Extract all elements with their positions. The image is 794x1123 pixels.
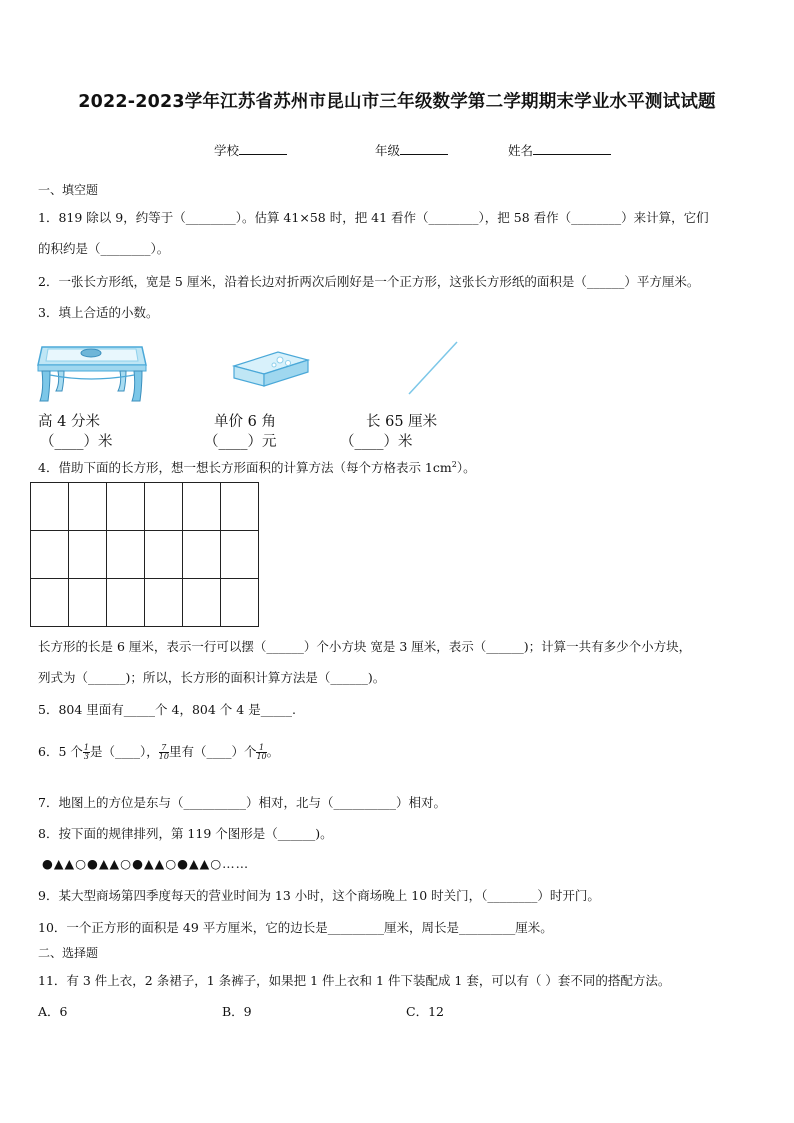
question-4-text-line-2: 列式为（______)；所以，长方形的面积计算方法是（______)。 <box>38 670 386 685</box>
grid-cell <box>183 531 221 579</box>
section-fill-in-heading: 一、填空题 <box>38 183 99 197</box>
question-4 <box>38 458 476 476</box>
question-4-text-line-1: 长方形的长是 6 厘米，表示一行可以摆（______）个小方块 宽是 3 厘米，表示（______)；计算一共有多少个小方块， <box>38 639 692 654</box>
grid-cell <box>69 483 107 531</box>
school-blank[interactable] <box>239 142 287 155</box>
question-11: 11．有 3 件上衣，2 条裙子，1 条裤子，如果把 1 件上衣和 1 件下装配成 1 套，可以有（ ）套不同的搭配方法。 <box>38 973 671 988</box>
fraction-7-10: $\frac{7}{10}$ <box>158 743 169 761</box>
q6-end: 。 <box>266 744 280 759</box>
fraction-1-10: $\frac{1}{10}$ <box>256 743 267 761</box>
grid-cell <box>31 531 69 579</box>
option-b[interactable]: B．9 <box>222 1004 252 1019</box>
question-1-line-2: 的积约是（________）。 <box>38 241 170 256</box>
question-9: 9．某大型商场第四季度每天的营业时间为 13 小时，这个商场晚上 10 时关门，（________）时开门。 <box>38 888 600 903</box>
fraction-1-3: $\frac{1}{3}$ <box>83 743 89 761</box>
question-8: 8．按下面的规律排列，第 119 个图形是（______)。 <box>38 826 333 841</box>
grid-cell <box>31 579 69 627</box>
grid-cell <box>107 483 145 531</box>
section-multiple-choice-heading: 二、选择题 <box>38 946 99 960</box>
name-blank[interactable] <box>533 142 611 155</box>
q6-mid-2: 里有（____）个 <box>168 744 257 759</box>
rectangle-grid <box>30 482 259 627</box>
grade-blank[interactable] <box>400 142 448 155</box>
grid-cell <box>183 483 221 531</box>
q3-item-3-label: 长 65 厘米 <box>366 414 438 430</box>
grid-cell <box>107 531 145 579</box>
q3-item-3-answer[interactable]: （____）米 <box>340 434 413 450</box>
question-1-line-1: 1．819 除以 9，约等于（________）。估算 41×58 时，把 41 看作（________），把 58 看作（________）来计算，它们 <box>38 210 709 225</box>
grid-cell <box>221 483 259 531</box>
table-icon <box>34 335 150 405</box>
name-label: 姓名 <box>508 143 534 158</box>
grade-field[interactable] <box>375 141 448 159</box>
shape-pattern: ●▲▲○●▲▲○●▲▲○●▲▲○…… <box>42 856 250 871</box>
grid-cell <box>31 483 69 531</box>
q3-item-1-answer[interactable]: （____）米 <box>40 434 113 450</box>
grade-label: 年级 <box>375 143 401 158</box>
grid-cell <box>145 483 183 531</box>
grid-cell <box>145 579 183 627</box>
school-label: 学校 <box>214 143 240 158</box>
question-2: 2．一张长方形纸，宽是 5 厘米，沿着长边对折两次后刚好是一个正方形，这张长方形纸的面积是（______）平方厘米。 <box>38 274 700 289</box>
question-5: 5．804 里面有_____个 4，804 个 4 是_____. <box>38 702 296 717</box>
grid-cell <box>69 579 107 627</box>
grid-cell <box>183 579 221 627</box>
school-field[interactable] <box>214 141 287 159</box>
question-4-superscript: 2 <box>451 459 457 469</box>
question-10: 10．一个正方形的面积是 49 平方厘米，它的边长是_________厘米，周长是_________厘米。 <box>38 920 553 935</box>
option-c[interactable]: C．12 <box>406 1004 444 1019</box>
question-7: 7．地图上的方位是东与（__________）相对，北与（__________）相对。 <box>38 795 446 810</box>
grid-cell <box>221 531 259 579</box>
page-title: 2022-2023学年江苏省苏州市昆山市三年级数学第二学期期末学业水平测试试题 <box>78 92 716 112</box>
q3-item-2-label: 单价 6 角 <box>214 414 276 430</box>
question-3: 3．填上合适的小数。 <box>38 305 159 320</box>
name-field[interactable] <box>508 141 611 159</box>
grid-cell <box>69 531 107 579</box>
q6-prefix: 6．5 个 <box>38 744 83 759</box>
question-6 <box>38 742 279 761</box>
q6-mid-1: 是（____）， <box>89 744 159 759</box>
question-4-text: 4．借助下面的长方形，想一想长方形面积的计算方法（每个方格表示 1cm <box>38 460 452 475</box>
eraser-icon <box>230 346 312 390</box>
question-4-end: ）。 <box>456 460 476 475</box>
stick-icon <box>405 338 461 398</box>
grid-cell <box>221 579 259 627</box>
q3-item-1-label: 高 4 分米 <box>38 414 100 430</box>
grid-cell <box>107 579 145 627</box>
grid-cell <box>145 531 183 579</box>
q3-item-2-answer[interactable]: （____）元 <box>204 434 277 450</box>
option-a[interactable]: A．6 <box>38 1004 68 1019</box>
